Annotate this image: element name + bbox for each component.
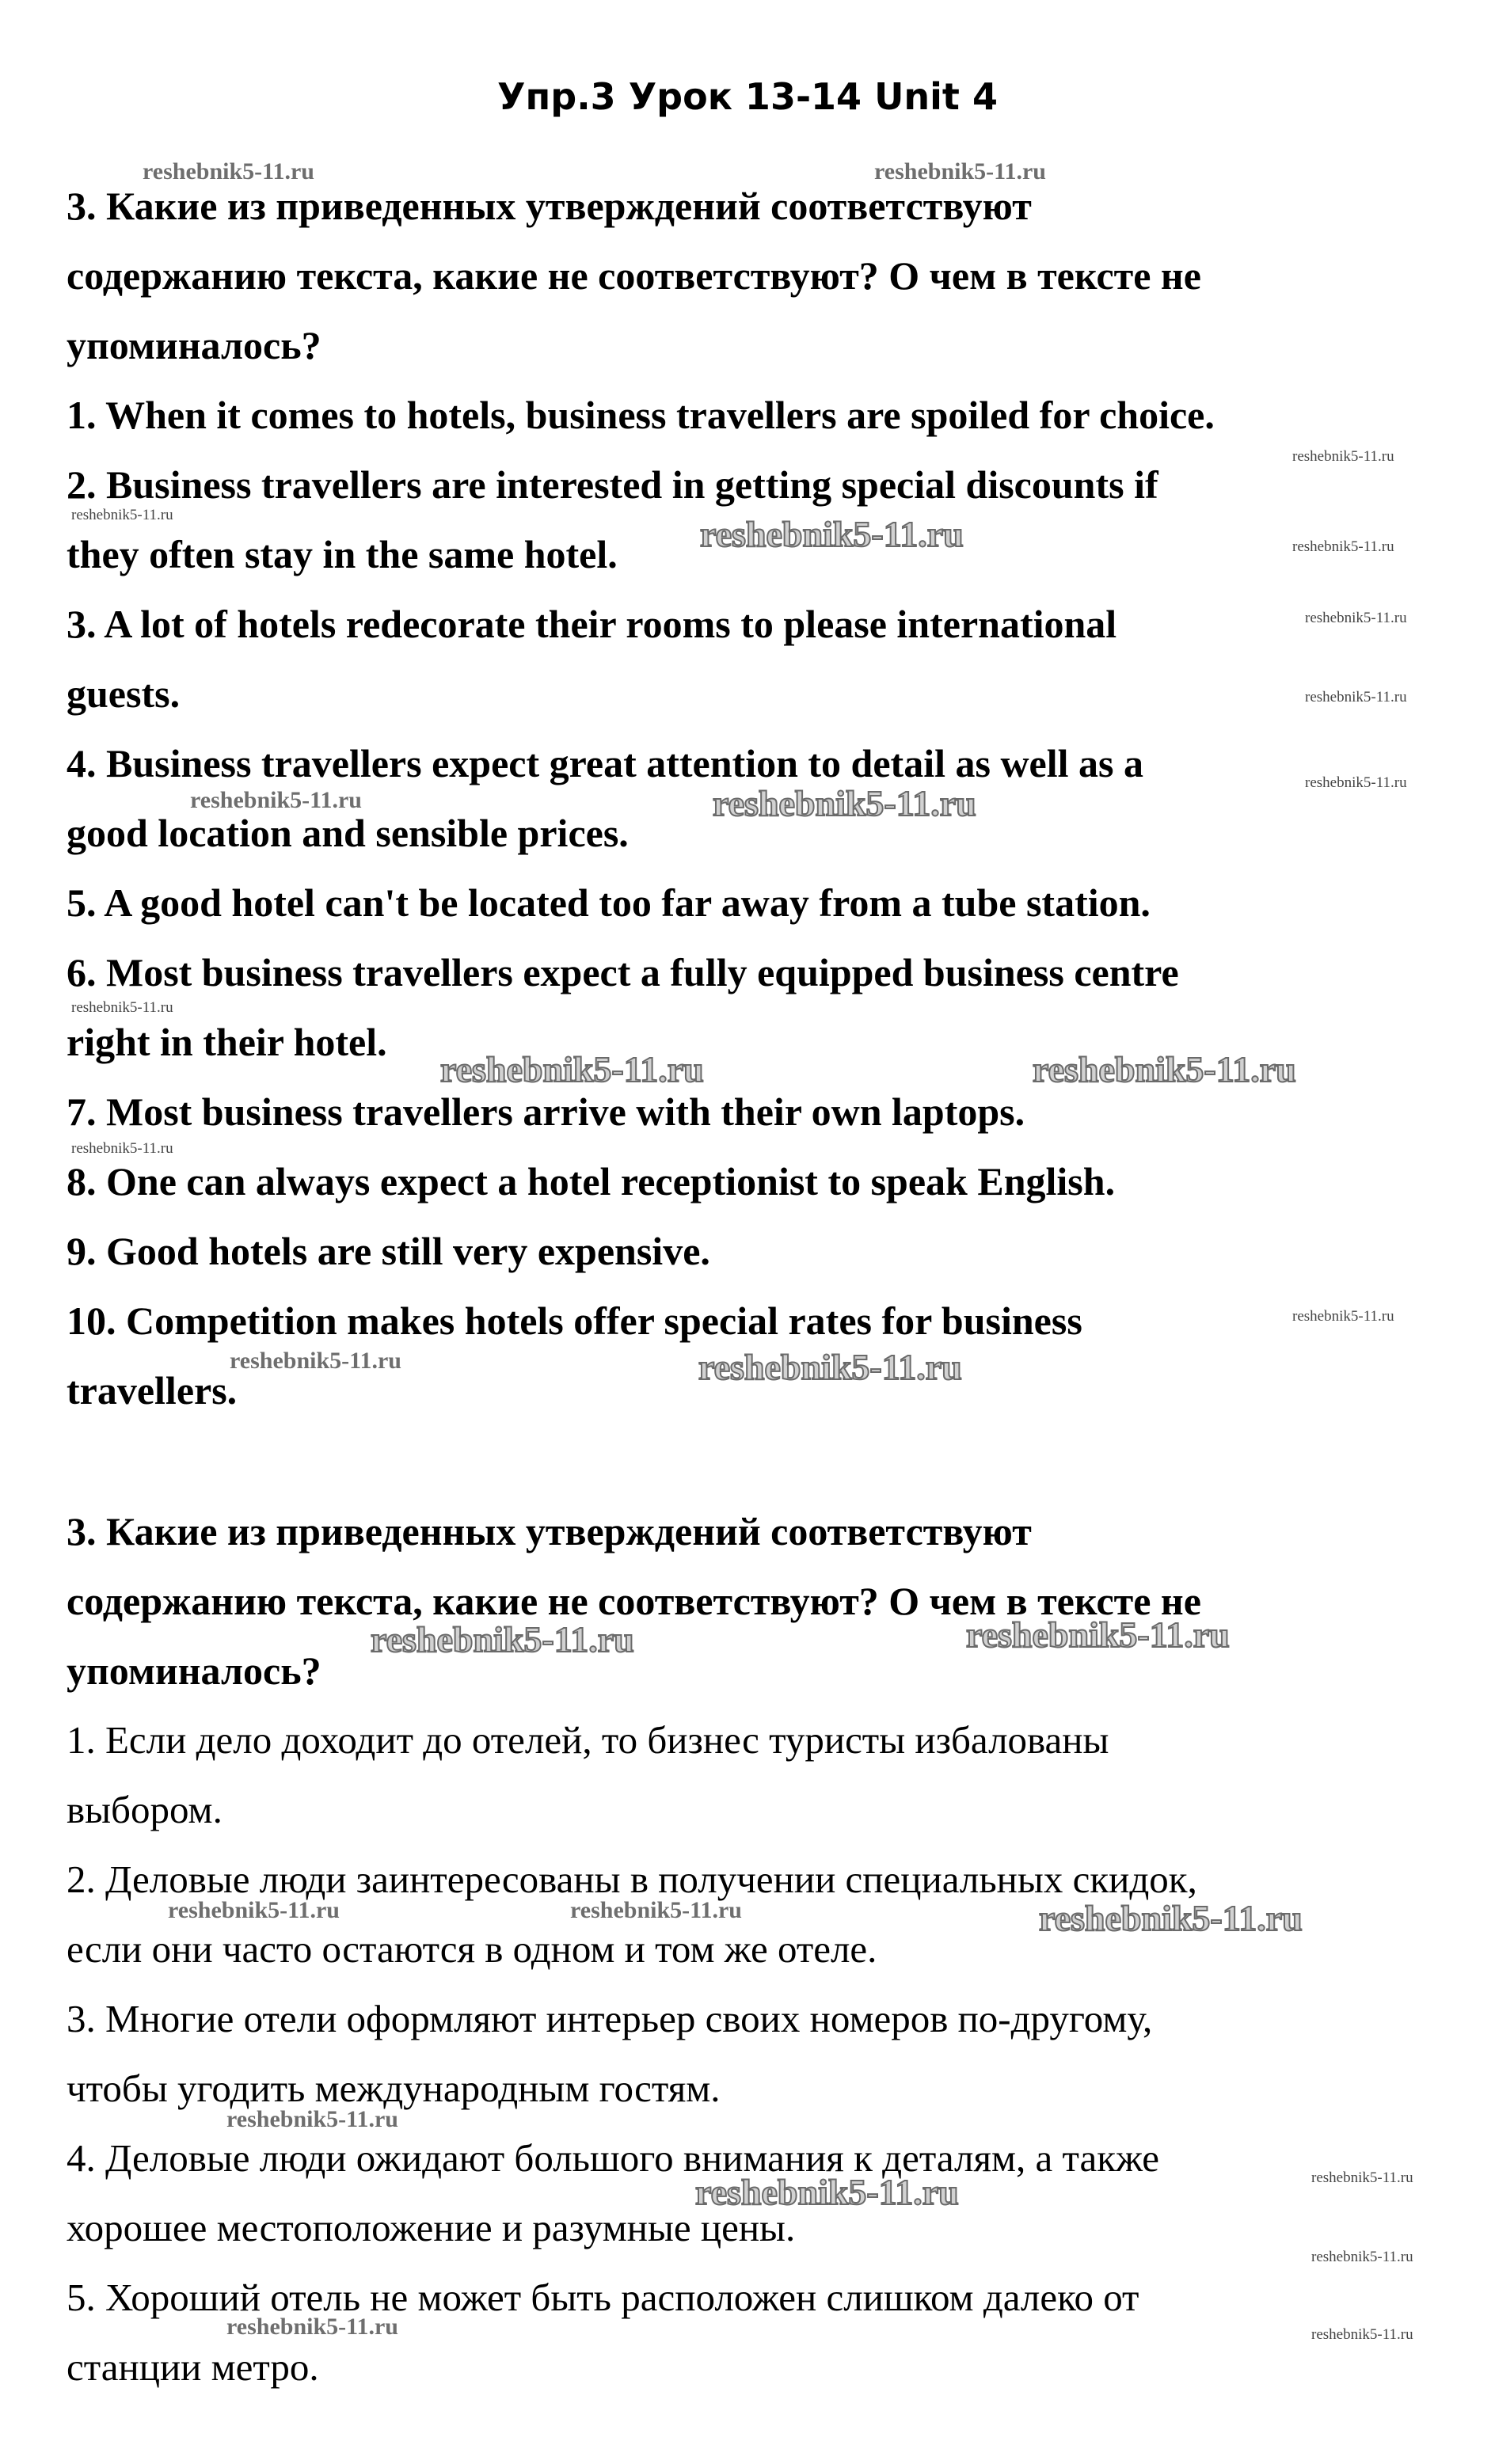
watermark: reshebnik5-11.ru (1033, 1049, 1296, 1089)
watermark: reshebnik5-11.ru (570, 1897, 742, 1923)
statement-line: 5. A good hotel can't be located too far away from a tube station. (67, 880, 1151, 925)
watermark: reshebnik5-11.ru (230, 1348, 401, 1374)
watermark: reshebnik5-11.ru (143, 158, 314, 184)
watermark: reshebnik5-11.ru (713, 783, 976, 823)
statement-line: travellers. (67, 1368, 238, 1413)
statement-line: they often stay in the same hotel. (67, 532, 618, 576)
watermark: reshebnik5-11.ru (190, 787, 362, 813)
translation-line: 5. Хороший отель не может быть расположен слишком далеко от (67, 2276, 1139, 2319)
watermark: reshebnik5-11.ru (966, 1614, 1230, 1655)
statement-line: 4. Business travellers expect great attention to detail as well as a (67, 741, 1143, 785)
watermark: reshebnik5-11.ru (1305, 774, 1407, 791)
translation-line: 4. Деловые люди ожидают большого внимания к деталям, а также (67, 2136, 1160, 2180)
statement-line: 9. Good hotels are still very expensive. (67, 1229, 710, 1273)
statement-line: 2. Business travellers are interested in getting special discounts if (67, 462, 1158, 507)
watermark: reshebnik5-11.ru (1292, 448, 1394, 465)
watermark: reshebnik5-11.ru (71, 1140, 173, 1157)
statement-line: right in their hotel. (67, 1020, 387, 1064)
watermark: reshebnik5-11.ru (1039, 1898, 1303, 1938)
question-line: содержанию текста, какие не соответствуют? О чем в тексте не (67, 253, 1201, 298)
question-line: упоминалось? (67, 1648, 321, 1693)
watermark: reshebnik5-11.ru (1311, 2169, 1413, 2186)
translation-line: 2. Деловые люди заинтересованы в получении специальных скидок, (67, 1858, 1197, 1901)
watermark: reshebnik5-11.ru (1311, 2326, 1413, 2343)
question-line: содержанию текста, какие не соответствуют? О чем в тексте не (67, 1579, 1201, 1623)
watermark: reshebnik5-11.ru (700, 514, 964, 554)
question-line: 3. Какие из приведенных утверждений соответствуют (67, 1509, 1032, 1553)
page-title: Упр.3 Урок 13-14 Unit 4 (497, 75, 998, 118)
statement-line: 8. One can always expect a hotel receptionist to speak English. (67, 1159, 1116, 1203)
watermark: reshebnik5-11.ru (695, 2172, 959, 2212)
watermark: reshebnik5-11.ru (698, 1347, 962, 1387)
watermark: reshebnik5-11.ru (1305, 689, 1407, 705)
watermark: reshebnik5-11.ru (226, 2106, 398, 2132)
watermark: reshebnik5-11.ru (71, 999, 173, 1016)
watermark: reshebnik5-11.ru (168, 1897, 340, 1923)
statement-line: good location and sensible prices. (67, 811, 629, 855)
statement-line: 1. When it comes to hotels, business travellers are spoiled for choice. (67, 393, 1215, 437)
statement-line: 7. Most business travellers arrive with their own laptops. (67, 1089, 1025, 1134)
watermark: reshebnik5-11.ru (71, 507, 173, 523)
translation-line: станции метро. (67, 2345, 319, 2389)
translation-line: если они часто остаются в одном и том же отеле. (67, 1927, 877, 1971)
statement-line: guests. (67, 671, 181, 716)
translation-line: выбором. (67, 1788, 223, 1831)
question-line: упоминалось? (67, 323, 321, 367)
translation-line: хорошее местоположение и разумные цены. (67, 2206, 796, 2249)
question-line: 3. Какие из приведенных утверждений соответствуют (67, 184, 1032, 228)
translation-line: чтобы угодить международным гостям. (67, 2067, 721, 2110)
watermark: reshebnik5-11.ru (1292, 1308, 1394, 1325)
statement-line: 6. Most business travellers expect a fully equipped business centre (67, 950, 1179, 994)
translation-line: 3. Многие отели оформляют интерьер своих номеров по-другому, (67, 1997, 1153, 2040)
watermark: reshebnik5-11.ru (440, 1049, 704, 1089)
watermark: reshebnik5-11.ru (226, 2314, 398, 2340)
watermark: reshebnik5-11.ru (1311, 2249, 1413, 2265)
statement-line: 10. Competition makes hotels offer special rates for business (67, 1299, 1082, 1343)
watermark: reshebnik5-11.ru (371, 1619, 634, 1660)
watermark: reshebnik5-11.ru (1292, 538, 1394, 555)
watermark: reshebnik5-11.ru (874, 158, 1046, 184)
translation-line: 1. Если дело доходит до отелей, то бизнес туристы избалованы (67, 1718, 1109, 1762)
watermark: reshebnik5-11.ru (1305, 610, 1407, 626)
statement-line: 3. A lot of hotels redecorate their rooms to please international (67, 602, 1117, 646)
